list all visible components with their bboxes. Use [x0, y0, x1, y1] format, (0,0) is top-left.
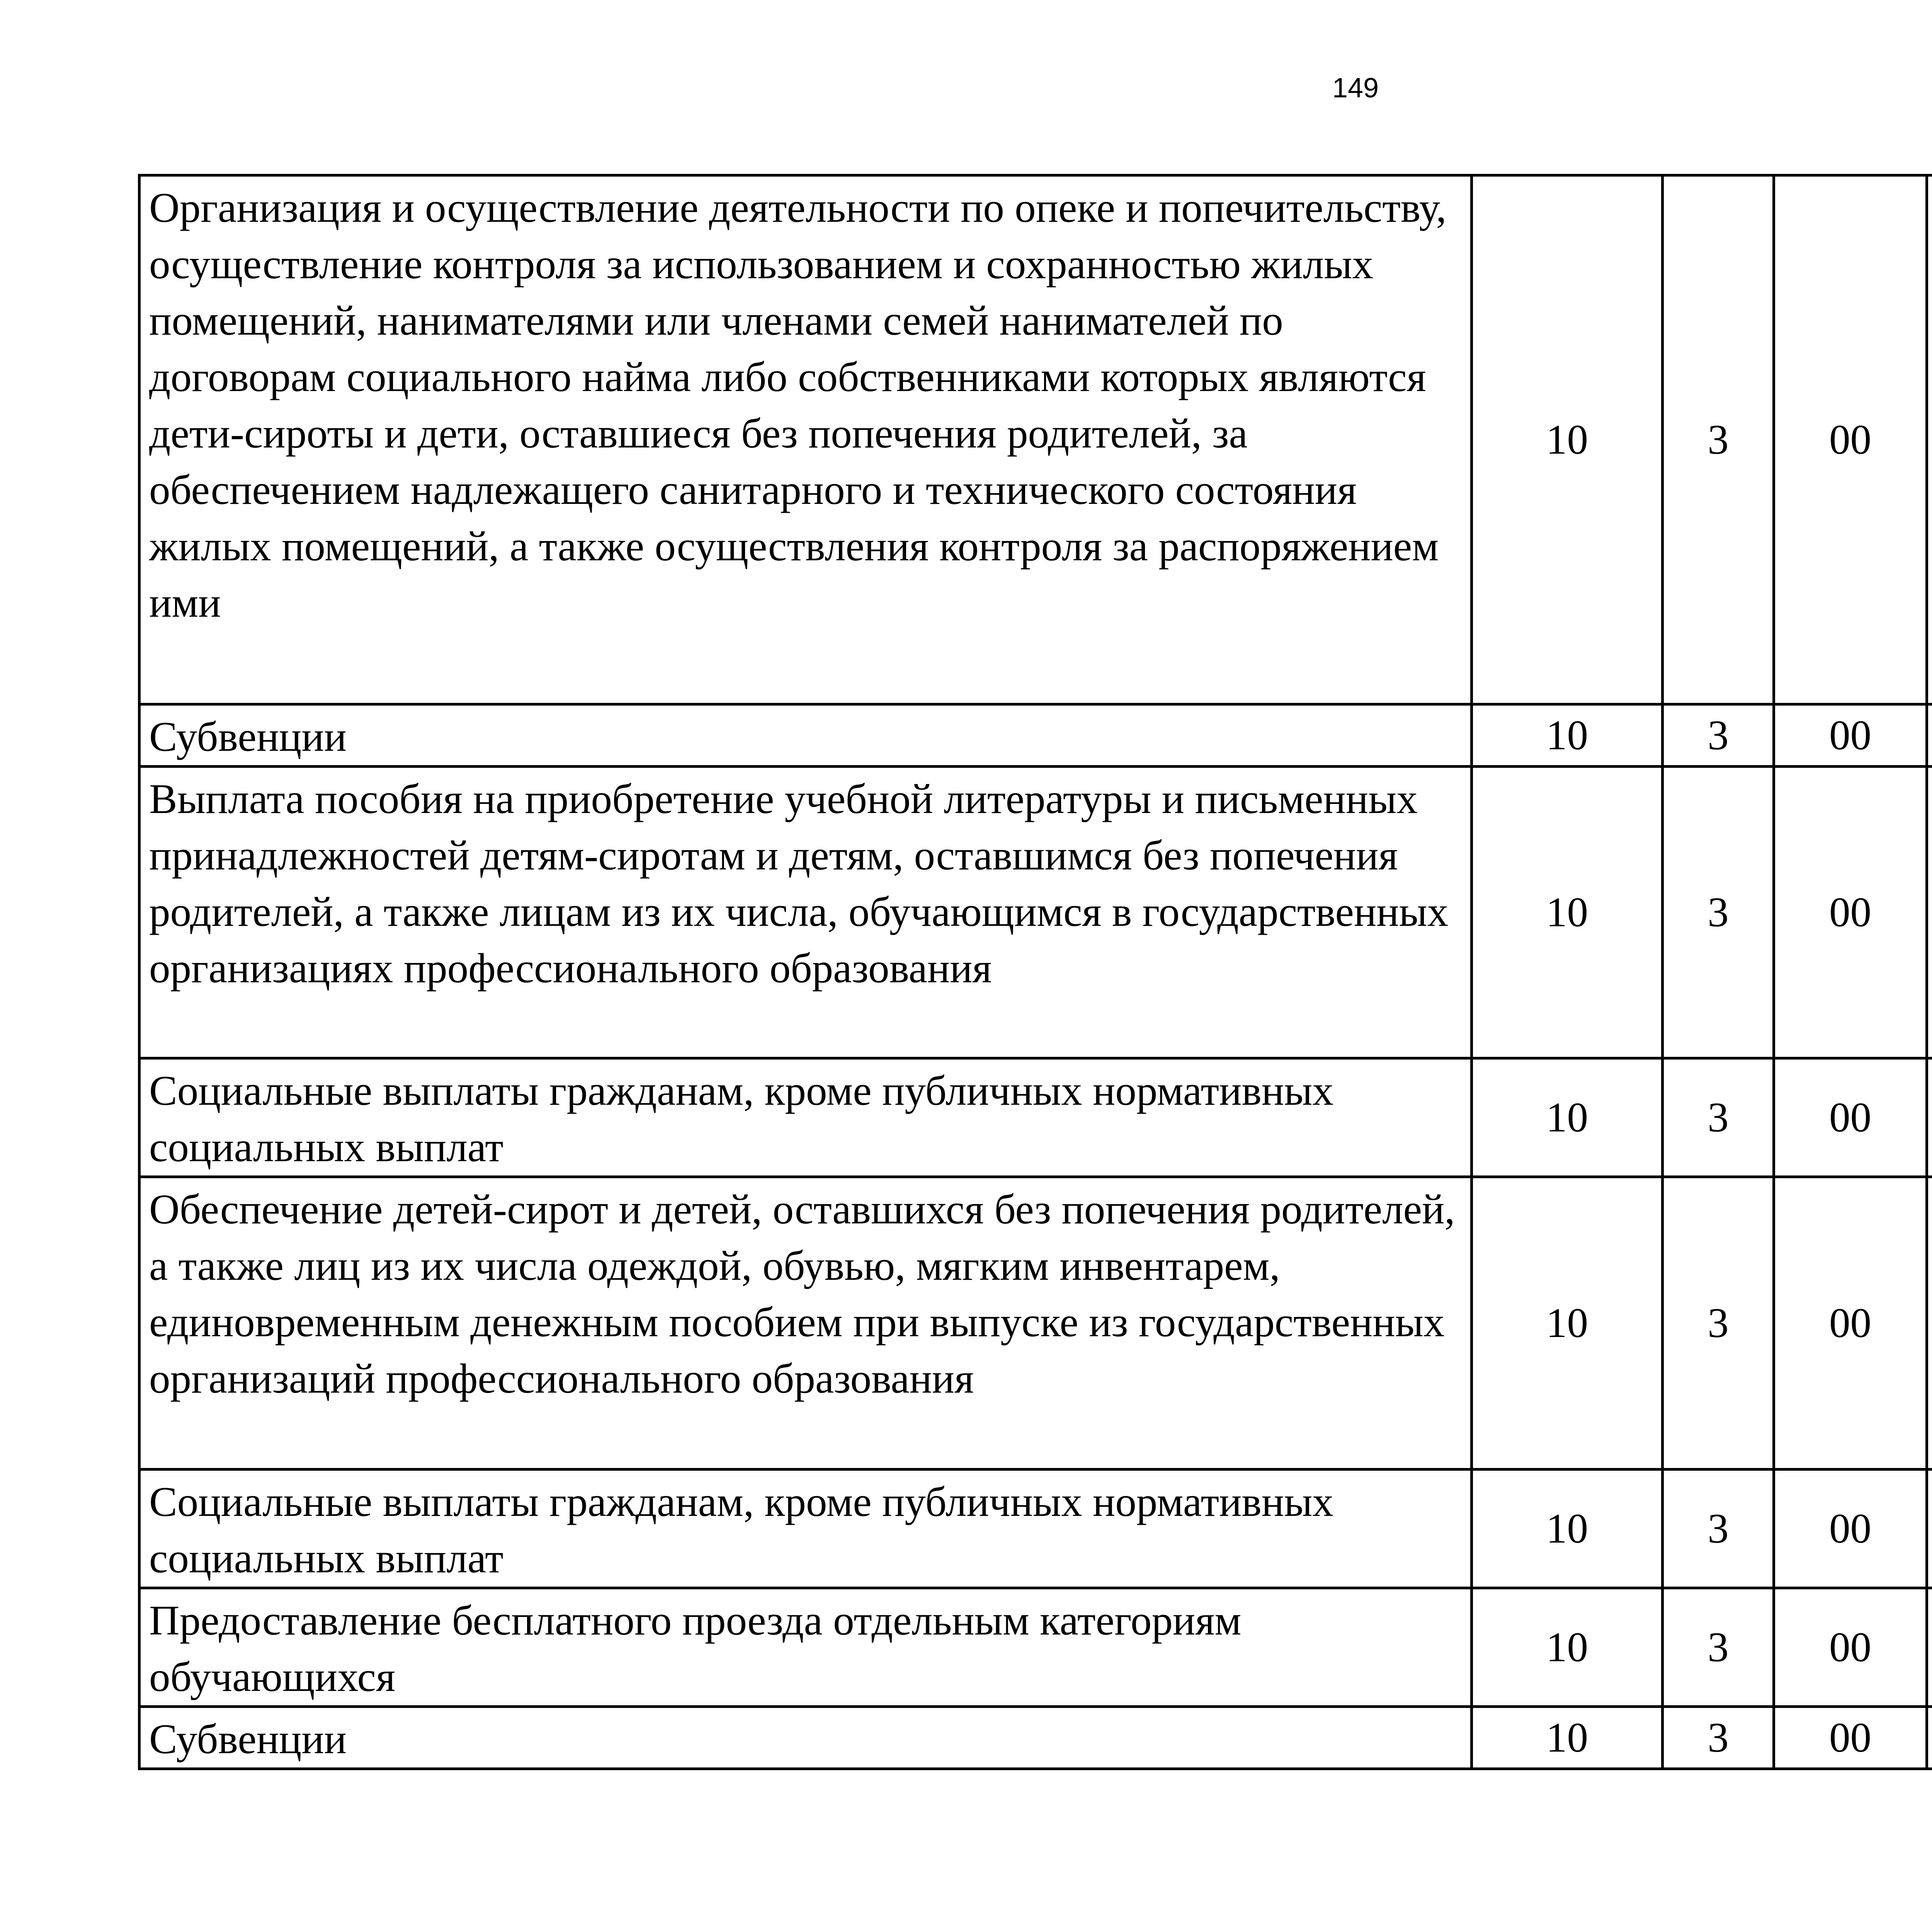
page-number: 149 — [1332, 73, 1379, 104]
direction-code — [1927, 767, 1932, 1058]
section-code: 10 — [1472, 175, 1663, 704]
section-code: 10 — [1472, 1707, 1663, 1769]
table-row — [139, 704, 1932, 767]
section-code: 10 — [1472, 1177, 1663, 1470]
program-code: 00 — [1774, 1470, 1927, 1588]
program-code: 00 — [1774, 767, 1927, 1058]
subsection-code: 3 — [1663, 767, 1774, 1058]
direction-code — [1927, 1707, 1932, 1769]
expense-name: Субвенции — [139, 704, 1472, 767]
table-row — [139, 767, 1932, 1058]
table-row — [139, 1470, 1932, 1588]
direction-code — [1927, 1588, 1932, 1707]
program-code: 00 — [1774, 1588, 1927, 1707]
direction-code — [1927, 704, 1932, 767]
subsection-code: 3 — [1663, 1470, 1774, 1588]
direction-code — [1927, 1470, 1932, 1588]
subsection-code: 3 — [1663, 1588, 1774, 1707]
subsection-code: 3 — [1663, 1177, 1774, 1470]
section-code: 10 — [1472, 1058, 1663, 1177]
subsection-code: 3 — [1663, 1058, 1774, 1177]
expense-name: Предоставление бесплатного проезда отдельным категориям обучающихся — [139, 1588, 1472, 1707]
program-code: 00 — [1774, 704, 1927, 767]
table-row — [139, 1707, 1932, 1769]
table-row — [139, 175, 1932, 704]
table-row — [139, 1058, 1932, 1177]
section-code: 10 — [1472, 704, 1663, 767]
program-code: 00 — [1774, 1177, 1927, 1470]
program-code: 00 — [1774, 1707, 1927, 1769]
expense-name: Организация и осуществление деятельности по опеке и попечительству, осуществление контроля за использованием и сохранностью жилых помещений, нанимателями или членами семей нанимателей по договорам социального найма либо собственниками которых являются дети-сироты и дети, оставшиеся без попечения родителей, за обеспечением надлежащего санитарного и технического состояния жилых помещений, а также осуществления контроля за распоряжением ими — [139, 175, 1472, 704]
expense-name: Социальные выплаты гражданам, кроме публичных нормативных социальных выплат — [139, 1058, 1472, 1177]
section-code: 10 — [1472, 1588, 1663, 1707]
program-code: 00 — [1774, 1058, 1927, 1177]
section-code: 10 — [1472, 767, 1663, 1058]
program-code: 00 — [1774, 175, 1927, 704]
direction-code — [1927, 175, 1932, 704]
table-row — [139, 1177, 1932, 1470]
expense-name: Обеспечение детей-сирот и детей, оставшихся без попечения родителей, а также лиц из их числа одеждой, обувью, мягким инвентарем, единовременным денежным пособием при выпуске из государственных организаций профессионального образования — [139, 1177, 1472, 1470]
direction-code — [1927, 1177, 1932, 1470]
section-code: 10 — [1472, 1470, 1663, 1588]
budget-table — [138, 174, 1932, 1770]
subsection-code: 3 — [1663, 704, 1774, 767]
table-row — [139, 1588, 1932, 1707]
expense-name: Субвенции — [139, 1707, 1472, 1769]
expense-name: Выплата пособия на приобретение учебной литературы и письменных принадлежностей детям-сиротам и детям, оставшимся без попечения родителей, а также лицам из их числа, обучающимся в государственных организациях профессионального образования — [139, 767, 1472, 1058]
direction-code — [1927, 1058, 1932, 1177]
expense-name: Социальные выплаты гражданам, кроме публичных нормативных социальных выплат — [139, 1470, 1472, 1588]
subsection-code: 3 — [1663, 175, 1774, 704]
subsection-code: 3 — [1663, 1707, 1774, 1769]
